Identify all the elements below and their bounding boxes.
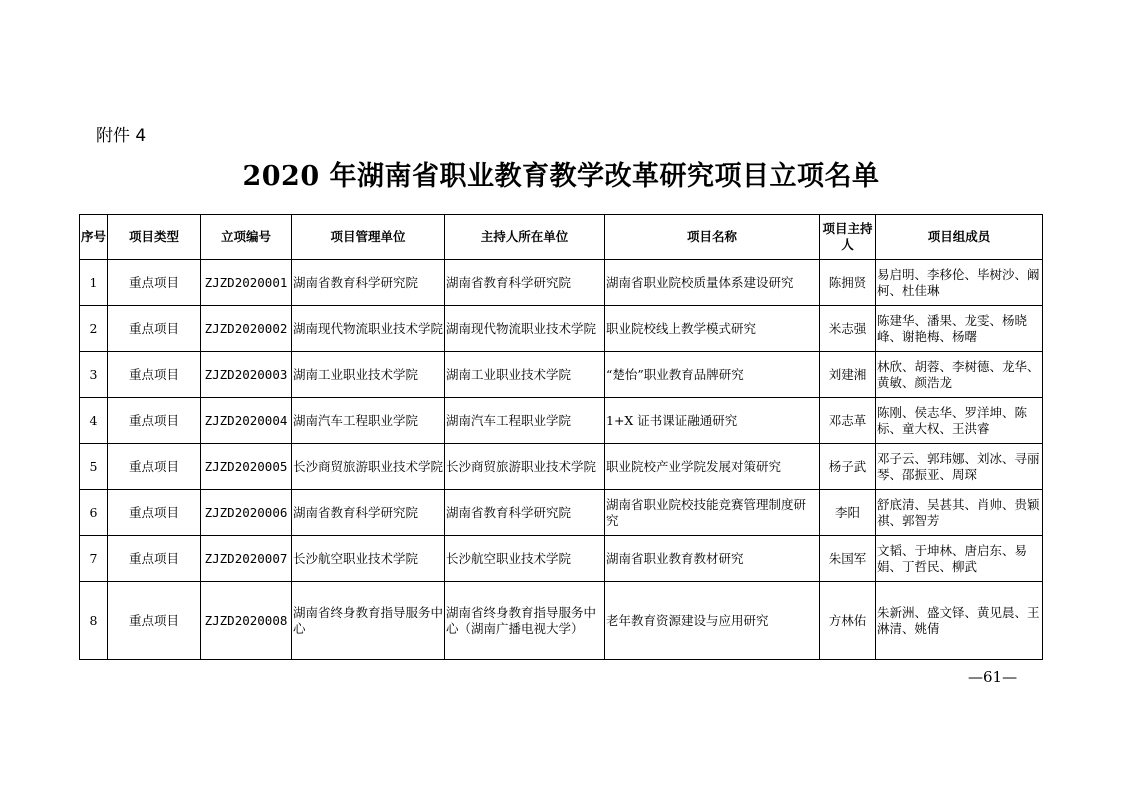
header-management-unit: 项目管理单位	[292, 215, 445, 260]
cell-code: ZJZD2020004	[201, 398, 292, 444]
cell-members: 林欣、胡蓉、李树德、龙华、黄敏、颜浩龙	[876, 352, 1043, 398]
header-type: 项目类型	[108, 215, 201, 260]
table-row	[80, 306, 1043, 352]
cell-project-name: 湖南省职业院校技能竞赛管理制度研究	[605, 490, 820, 536]
cell-index: 2	[80, 306, 108, 352]
cell-members: 文韬、于坤林、唐启东、易娟、丁哲民、柳武	[876, 536, 1043, 582]
cell-leader: 方林佑	[820, 582, 876, 660]
cell-management-unit: 长沙航空职业技术学院	[292, 536, 445, 582]
cell-project-name: 湖南省职业院校质量体系建设研究	[605, 260, 820, 306]
cell-type: 重点项目	[108, 352, 201, 398]
cell-project-name: 1+X 证书课证融通研究	[605, 398, 820, 444]
cell-type: 重点项目	[108, 490, 201, 536]
cell-host-unit: 湖南省教育科学研究院	[445, 260, 605, 306]
cell-index: 8	[80, 582, 108, 660]
table-row	[80, 582, 1043, 660]
header-index: 序号	[80, 215, 108, 260]
cell-type: 重点项目	[108, 582, 201, 660]
cell-project-name: 职业院校线上教学模式研究	[605, 306, 820, 352]
table-row	[80, 444, 1043, 490]
cell-management-unit: 湖南现代物流职业技术学院	[292, 306, 445, 352]
table-row	[80, 490, 1043, 536]
cell-members: 陈刚、侯志华、罗洋坤、陈标、童大权、王洪睿	[876, 398, 1043, 444]
project-table	[79, 214, 1043, 660]
cell-host-unit: 湖南现代物流职业技术学院	[445, 306, 605, 352]
cell-members: 易启明、李移伦、毕树沙、阚柯、杜佳琳	[876, 260, 1043, 306]
cell-host-unit: 湖南工业职业技术学院	[445, 352, 605, 398]
cell-code: ZJZD2020008	[201, 582, 292, 660]
cell-code: ZJZD2020003	[201, 352, 292, 398]
cell-host-unit: 长沙航空职业技术学院	[445, 536, 605, 582]
page-number: —61—	[968, 668, 1018, 686]
cell-members: 舒底清、吴甚其、肖帅、贵颖祺、郭智芳	[876, 490, 1043, 536]
cell-host-unit: 长沙商贸旅游职业技术学院	[445, 444, 605, 490]
cell-type: 重点项目	[108, 306, 201, 352]
cell-index: 7	[80, 536, 108, 582]
cell-index: 3	[80, 352, 108, 398]
cell-type: 重点项目	[108, 260, 201, 306]
cell-leader: 李阳	[820, 490, 876, 536]
cell-leader: 杨子武	[820, 444, 876, 490]
cell-project-name: 老年教育资源建设与应用研究	[605, 582, 820, 660]
header-members: 项目组成员	[876, 215, 1043, 260]
cell-management-unit: 湖南省教育科学研究院	[292, 490, 445, 536]
document-title: 2020 年湖南省职业教育教学改革研究项目立项名单	[242, 161, 880, 192]
cell-code: ZJZD2020006	[201, 490, 292, 536]
cell-leader: 刘建湘	[820, 352, 876, 398]
cell-index: 4	[80, 398, 108, 444]
cell-type: 重点项目	[108, 444, 201, 490]
cell-leader: 朱国军	[820, 536, 876, 582]
table-row	[80, 536, 1043, 582]
table-row	[80, 260, 1043, 306]
cell-host-unit: 湖南省终身教育指导服务中心（湖南广播电视大学）	[445, 582, 605, 660]
cell-members: 陈建华、潘果、龙雯、杨晓峰、谢艳梅、杨曙	[876, 306, 1043, 352]
cell-management-unit: 湖南工业职业技术学院	[292, 352, 445, 398]
cell-index: 1	[80, 260, 108, 306]
cell-index: 5	[80, 444, 108, 490]
cell-project-name: “楚怡”职业教育品牌研究	[605, 352, 820, 398]
cell-host-unit: 湖南省教育科学研究院	[445, 490, 605, 536]
cell-management-unit: 湖南汽车工程职业学院	[292, 398, 445, 444]
header-host-unit: 主持人所在单位	[445, 215, 605, 260]
cell-type: 重点项目	[108, 536, 201, 582]
cell-leader: 陈拥贤	[820, 260, 876, 306]
cell-host-unit: 湖南汽车工程职业学院	[445, 398, 605, 444]
cell-management-unit: 长沙商贸旅游职业技术学院	[292, 444, 445, 490]
cell-code: ZJZD2020007	[201, 536, 292, 582]
cell-members: 邓子云、郭玮娜、刘冰、寻丽琴、邵振亚、周琛	[876, 444, 1043, 490]
header-leader: 项目主持人	[820, 215, 876, 260]
header-project-name: 项目名称	[605, 215, 820, 260]
cell-type: 重点项目	[108, 398, 201, 444]
cell-management-unit: 湖南省终身教育指导服务中心	[292, 582, 445, 660]
cell-code: ZJZD2020001	[201, 260, 292, 306]
cell-management-unit: 湖南省教育科学研究院	[292, 260, 445, 306]
header-code: 立项编号	[201, 215, 292, 260]
table-row	[80, 352, 1043, 398]
cell-project-name: 职业院校产业学院发展对策研究	[605, 444, 820, 490]
cell-code: ZJZD2020005	[201, 444, 292, 490]
attachment-label: 附件 4	[96, 126, 147, 146]
cell-members: 朱新洲、盛文铎、黄见晨、王淋清、姚倩	[876, 582, 1043, 660]
cell-leader: 邓志革	[820, 398, 876, 444]
cell-leader: 米志强	[820, 306, 876, 352]
table-header-row	[80, 215, 1043, 260]
cell-index: 6	[80, 490, 108, 536]
table-row	[80, 398, 1043, 444]
cell-code: ZJZD2020002	[201, 306, 292, 352]
cell-project-name: 湖南省职业教育教材研究	[605, 536, 820, 582]
